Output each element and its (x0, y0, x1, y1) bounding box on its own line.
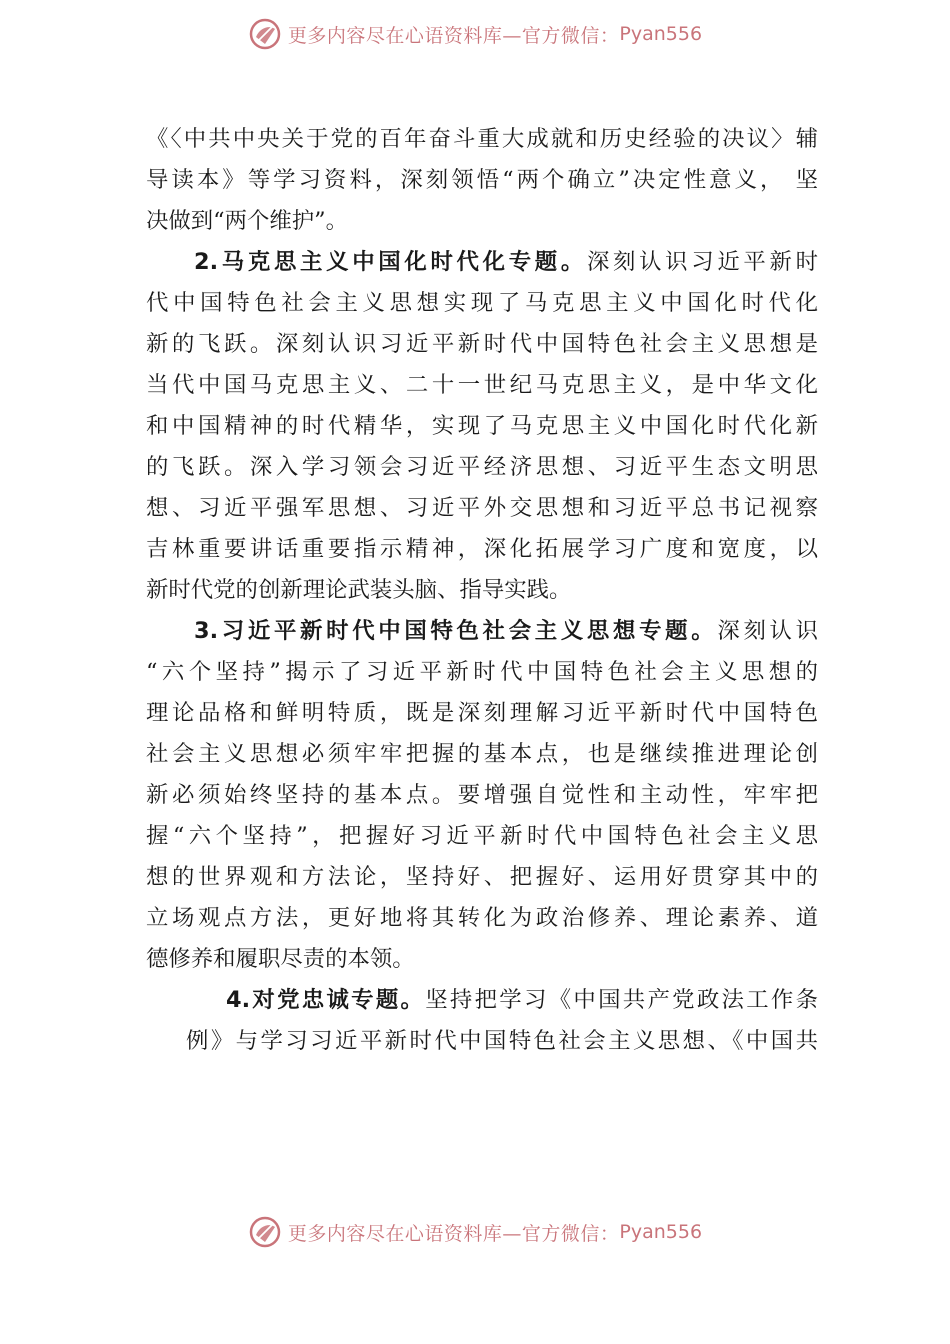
text-line: 吉林重要讲话重要指示精神，深化拓展学习广度和宽度，以 (146, 536, 818, 562)
text-line: 《〈中共中央关于党的百年奋斗重大成就和历史经验的决议〉辅 (146, 126, 818, 152)
text-line: 新必须始终坚持的基本点。要增强自觉性和主动性，牢牢把 (146, 782, 818, 808)
footer-banner (0, 1210, 950, 1254)
footer-wechat-id: Pyan556 (619, 1221, 703, 1243)
document-body (146, 119, 818, 1062)
footer-banner-text: 更多内容尽在心语资料库—官方微信： (287, 1222, 620, 1245)
section-4-first-line (146, 980, 818, 1021)
text-span: 坚持把学习《中国共产党政法工作条 (425, 987, 818, 1013)
text-line: 决做到“两个维护”。 (146, 208, 349, 234)
brand-logo-icon (248, 17, 282, 51)
text-line: 的飞跃。深入学习领会习近平经济思想、习近平生态文明思 (146, 454, 818, 480)
text-line: 立场观点方法，更好地将其转化为政治修养、理论素养、道 (146, 905, 818, 931)
section-4-heading: 4.对党忠诚专题。 (226, 987, 426, 1013)
section-3-heading: 3.习近平新时代中国特色社会主义思想专题。 (194, 618, 718, 644)
text-line: 新时代党的创新理论武装头脑、指导实践。 (146, 577, 572, 603)
text-line: 当代中国马克思主义、二十一世纪马克思主义，是中华文化 (146, 372, 818, 398)
header-wechat-id: Pyan556 (619, 23, 703, 45)
text-line: 握“六个坚持”，把握好习近平新时代中国特色社会主义思 (146, 823, 818, 849)
text-line: 想的世界观和方法论，坚持好、把握好、运用好贯穿其中的 (146, 864, 818, 890)
section-3-first-line (146, 611, 818, 652)
text-line: 社会主义思想必须牢牢把握的基本点，也是继续推进理论创 (146, 741, 818, 767)
text-line: 代中国特色社会主义思想实现了马克思主义中国化时代化 (146, 290, 818, 316)
text-line: 想、习近平强军思想、习近平外交思想和习近平总书记视察 (146, 495, 818, 521)
brand-logo-icon (248, 1215, 282, 1249)
text-line: 和中国精神的时代精华，实现了马克思主义中国化时代化新 (146, 413, 818, 439)
text-line: 例》与学习习近平新时代中国特色社会主义思想、《中国共 (186, 1028, 818, 1054)
text-line: “六个坚持”揭示了习近平新时代中国特色社会主义思想的 (146, 659, 818, 685)
header-banner (0, 12, 950, 56)
text-line: 理论品格和鲜明特质，既是深刻理解习近平新时代中国特色 (146, 700, 818, 726)
section-2-heading: 2.马克思主义中国化时代化专题。 (194, 249, 587, 275)
header-banner-text: 更多内容尽在心语资料库—官方微信： (287, 24, 620, 47)
text-span: 深刻认识习近平新时 (586, 249, 818, 275)
text-line: 导读本》等学习资料，深刻领悟“两个确立”决定性意义， 坚 (146, 167, 818, 193)
text-line: 新的飞跃。深刻认识习近平新时代中国特色社会主义思想是 (146, 331, 818, 357)
section-2-first-line (146, 242, 818, 283)
text-span: 深刻认识 (717, 618, 818, 644)
text-line: 德修养和履职尽责的本领。 (146, 946, 415, 972)
